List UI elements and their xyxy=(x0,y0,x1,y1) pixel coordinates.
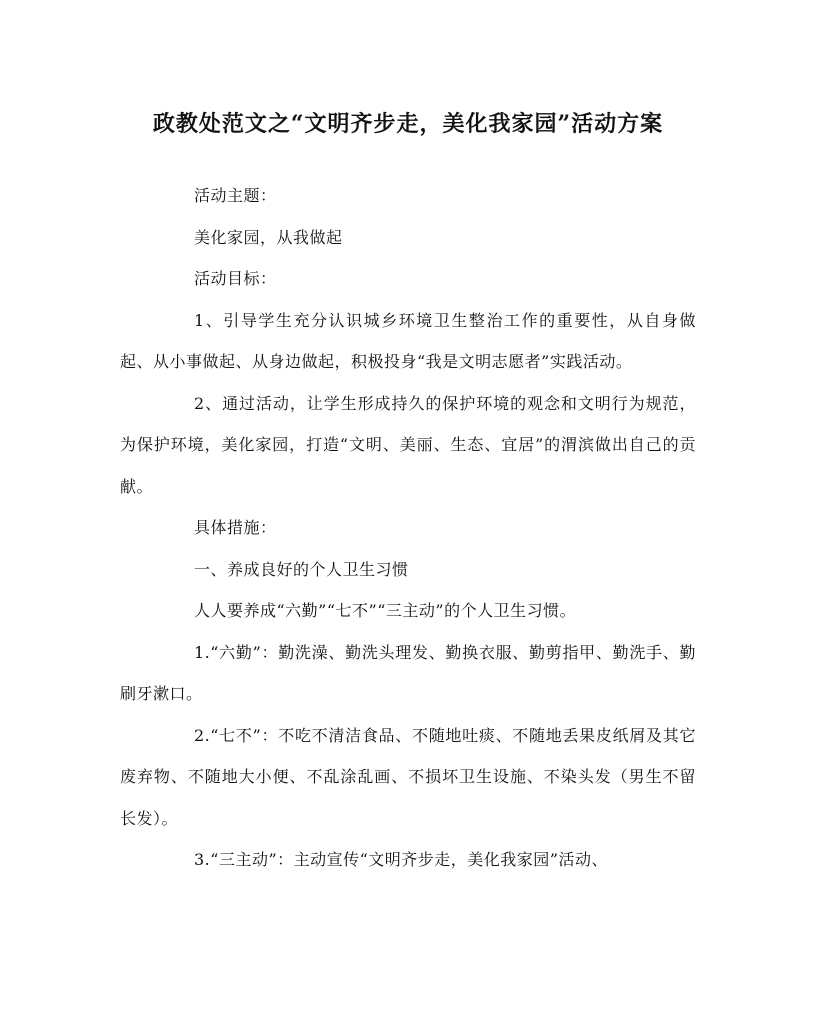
document-title: 政教处范文之“文明齐步走，美化我家园”活动方案 xyxy=(152,111,664,137)
document-body xyxy=(120,175,696,881)
paragraph-three-initiatives: 3.“三主动”：主动宣传“文明齐步走，美化我家园”活动、 xyxy=(194,850,608,869)
paragraph-section-1-heading: 一、养成良好的个人卫生习惯 xyxy=(194,559,409,579)
paragraph-activity-theme: 美化家园，从我做起 xyxy=(194,227,343,247)
paragraph-activity-goals-heading: 活动目标： xyxy=(194,269,277,288)
paragraph-seven-donts: 2.“七不”：不吃不清洁食品、不随地吐痰、不随地丢果皮纸屑及其它废弃物、不随地大小便、不乱涂乱画、不损坏卫生设施、不染头发（男生不留长发）。 xyxy=(120,725,696,828)
paragraph-measures-heading: 具体措施： xyxy=(194,518,277,537)
paragraph-hygiene-habits: 人人要养成“六勤”“七不”“三主动”的个人卫生习惯。 xyxy=(194,601,577,620)
paragraph-goal-1: 1、引导学生充分认识城乡环境卫生整治工作的重要性，从自身做起、从小事做起、从身边做起，积极投身“我是文明志愿者”实践活动。 xyxy=(120,310,696,371)
paragraph-six-diligences: 1.“六勤”：勤洗澡、勤洗头理发、勤换衣服、勤剪指甲、勤洗手、勤刷牙漱口。 xyxy=(120,642,696,703)
paragraph-activity-theme-heading: 活动主题： xyxy=(194,186,277,205)
paragraph-goal-2: 2、通过活动，让学生形成持久的保护环境的观念和文明行为规范，为保护环境，美化家园，打造“文明、美丽、生态、宜居”的渭滨做出自己的贡献。 xyxy=(120,393,696,496)
